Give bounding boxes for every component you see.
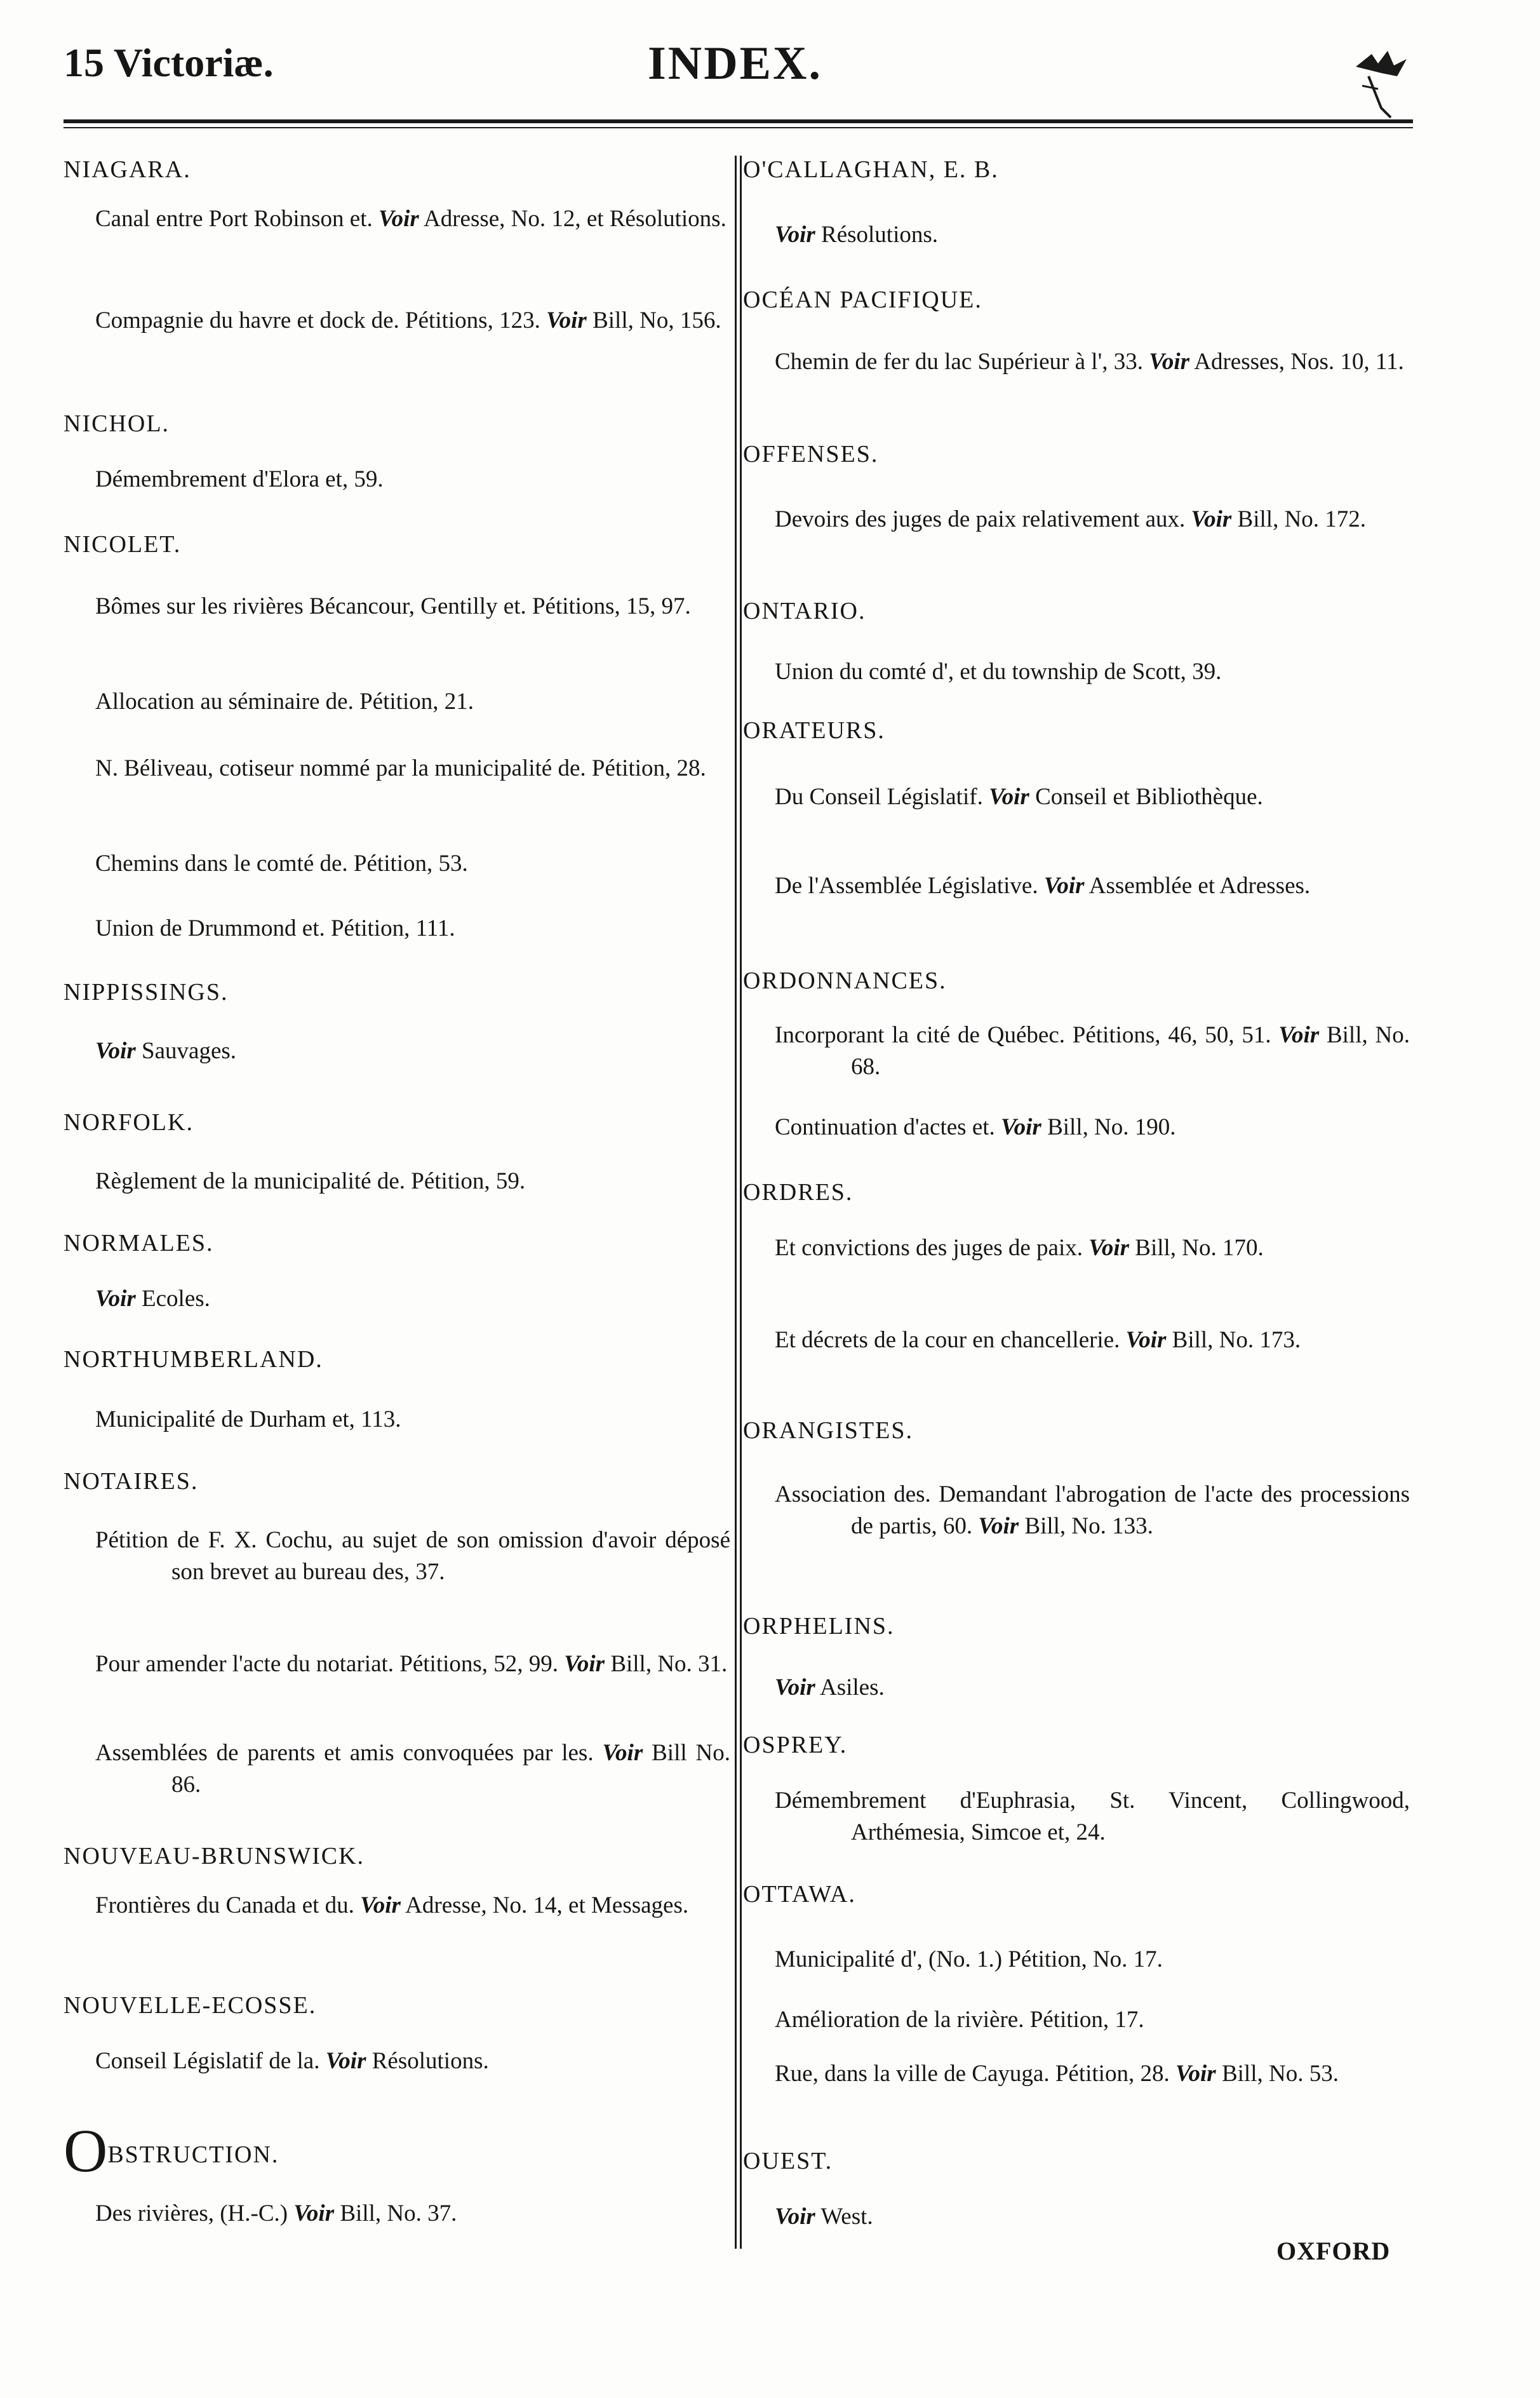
column-divider-right bbox=[740, 156, 742, 2249]
cross-reference-voir: Voir bbox=[293, 2200, 335, 2226]
index-entry bbox=[775, 1785, 1410, 1849]
cross-reference-voir: Voir bbox=[1191, 506, 1232, 532]
entry-text: Continuation d'actes et. bbox=[775, 1114, 1001, 1140]
entry-text: Compagnie du havre et dock de. Pétitions, 123. bbox=[95, 307, 547, 333]
entry-text: Des rivières, (H.-C.) bbox=[95, 2200, 294, 2226]
entry-text: Bill, No. 172. bbox=[1231, 506, 1367, 532]
index-entry bbox=[775, 346, 1410, 378]
entry-text: Ecoles. bbox=[135, 1286, 210, 1312]
entry-text: Et décrets de la cour en chancellerie. bbox=[775, 1327, 1126, 1353]
entry-text: Bômes sur les rivières Bécancour, Gentilly et. Pétitions, 15, 97. bbox=[95, 593, 691, 619]
cross-reference-voir: Voir bbox=[325, 2048, 366, 2074]
index-entry bbox=[95, 686, 730, 718]
cross-reference-voir: Voir bbox=[978, 1513, 1019, 1539]
index-heading: NIAGARA. bbox=[64, 156, 191, 183]
index-entry bbox=[95, 1525, 730, 1588]
entry-text: Frontières du Canada et du. bbox=[95, 1892, 361, 1918]
entry-text: Union de Drummond et. Pétition, 111. bbox=[95, 915, 455, 941]
entry-text: Bill, No. 133. bbox=[1019, 1513, 1153, 1539]
index-entry bbox=[775, 1944, 1410, 1976]
cross-reference-voir: Voir bbox=[95, 1286, 136, 1312]
index-heading: ORPHELINS. bbox=[743, 1613, 895, 1640]
entry-text: Bill, No. 190. bbox=[1041, 1114, 1176, 1140]
index-entry bbox=[775, 1479, 1410, 1542]
entry-text: Démembrement d'Euphrasia, St. Vincent, Collingwood, Arthémesia, Simcoe et, 24. bbox=[775, 1788, 1410, 1845]
index-entry bbox=[775, 1232, 1410, 1264]
cross-reference-voir: Voir bbox=[989, 784, 1029, 810]
entry-text: Résolutions. bbox=[815, 222, 939, 248]
entry-text: N. Béliveau, cotiseur nommé par la municipalité de. Pétition, 28. bbox=[95, 755, 706, 781]
index-entry bbox=[775, 2201, 1410, 2233]
entry-text: Bill, No. 68. bbox=[851, 1022, 1410, 1080]
cross-reference-voir: Voir bbox=[602, 1740, 643, 1766]
index-heading: ONTARIO. bbox=[743, 598, 866, 624]
cross-reference-voir: Voir bbox=[564, 1651, 605, 1677]
index-entry bbox=[95, 1890, 730, 1922]
index-heading: O'CALLAGHAN, E. B. bbox=[743, 156, 999, 183]
index-entry bbox=[775, 1020, 1410, 1083]
cross-reference-voir: Voir bbox=[360, 1892, 401, 1918]
index-entry bbox=[95, 1648, 730, 1680]
entry-text: Bill, No. 173. bbox=[1166, 1327, 1301, 1353]
index-entry bbox=[775, 656, 1410, 688]
index-heading: NOUVEAU-BRUNSWICK. bbox=[64, 1843, 365, 1869]
entry-text: Démembrement d'Elora et, 59. bbox=[95, 466, 384, 492]
entry-text: Assemblées de parents et amis convoquées par les. bbox=[95, 1740, 603, 1766]
entry-text: Adresse, No. 14, et Messages. bbox=[400, 1892, 689, 1918]
entry-text: Pétition de F. X. Cochu, au sujet de son omission d'avoir déposé son brevet au bureau des, 37. bbox=[95, 1527, 730, 1585]
cross-reference-voir: Voir bbox=[775, 222, 815, 248]
index-entry bbox=[775, 219, 1410, 251]
index-entry bbox=[95, 203, 730, 235]
entry-text: Amélioration de la rivière. Pétition, 17. bbox=[775, 2007, 1144, 2033]
entry-text: Rue, dans la ville de Cayuga. Pétition, 28. bbox=[775, 2061, 1175, 2087]
cross-reference-voir: Voir bbox=[1149, 349, 1190, 375]
entry-text: Devoirs des juges de paix relativement aux. bbox=[775, 506, 1191, 532]
index-entry bbox=[95, 2045, 730, 2077]
index-heading: OUEST. bbox=[743, 2148, 833, 2174]
entry-text: West. bbox=[815, 2204, 873, 2230]
entry-text: Incorporant la cité de Québec. Pétitions, 46, 50, 51. bbox=[775, 1022, 1279, 1048]
catchword: OXFORD bbox=[1276, 2237, 1391, 2265]
index-entry bbox=[775, 1112, 1410, 1143]
page-title: INDEX. bbox=[648, 37, 822, 90]
index-heading: NORMALES. bbox=[64, 1230, 214, 1256]
entry-text: Bill No. 86. bbox=[171, 1740, 730, 1798]
index-entry bbox=[775, 870, 1410, 902]
cross-reference-voir: Voir bbox=[1043, 873, 1085, 899]
index-heading: NICOLET. bbox=[64, 531, 182, 558]
cross-reference-voir: Voir bbox=[775, 1674, 815, 1701]
header-rule-thick bbox=[64, 119, 1413, 123]
entry-text: Règlement de la municipalité de. Pétition, 59. bbox=[95, 1168, 526, 1194]
index-entry bbox=[95, 464, 730, 495]
index-entry bbox=[95, 1166, 730, 1197]
cross-reference-voir: Voir bbox=[1088, 1235, 1130, 1261]
entry-text: Association des. Demandant l'abrogation de l'acte des processions de partis, 60. bbox=[775, 1481, 1410, 1539]
index-entry bbox=[775, 1672, 1410, 1704]
index-heading: ORDRES. bbox=[743, 1179, 854, 1206]
index-entry bbox=[775, 1324, 1410, 1356]
volume-label: 15 Victoriæ. bbox=[64, 40, 274, 85]
entry-text: Pour amender l'acte du notariat. Pétitions, 52, 99. bbox=[95, 1651, 565, 1677]
index-heading: OCÉAN PACIFIQUE. bbox=[743, 286, 982, 313]
entry-text: Bill, No. 53. bbox=[1215, 2061, 1339, 2087]
cross-reference-voir: Voir bbox=[1125, 1327, 1167, 1353]
index-entry bbox=[95, 1283, 730, 1315]
entry-text: Union du comté d', et du township de Scott, 39. bbox=[775, 659, 1222, 685]
index-entry bbox=[95, 2198, 730, 2230]
index-entry bbox=[95, 305, 730, 337]
entry-text: Du Conseil Législatif. bbox=[775, 784, 989, 810]
index-heading bbox=[64, 2115, 279, 2186]
cross-reference-voir: Voir bbox=[1278, 1022, 1320, 1048]
entry-text: Assemblée et Adresses. bbox=[1084, 873, 1311, 899]
index-heading: ORANGISTES. bbox=[743, 1417, 913, 1444]
entry-text: Municipalité d', (No. 1.) Pétition, No. 17. bbox=[775, 1946, 1163, 1972]
entry-text: Résolutions. bbox=[366, 2048, 489, 2074]
header-rule-thin bbox=[64, 127, 1413, 128]
index-heading: ORATEURS. bbox=[743, 717, 885, 744]
index-heading: OFFENSES. bbox=[743, 441, 879, 468]
entry-text: Asiles. bbox=[815, 1674, 885, 1701]
entry-text: Adresse, No. 12, et Résolutions. bbox=[418, 206, 726, 232]
entry-text: Allocation au séminaire de. Pétition, 21. bbox=[95, 689, 474, 715]
index-entry bbox=[95, 1737, 730, 1801]
entry-text: Conseil Législatif de la. bbox=[95, 2048, 326, 2074]
cross-reference-voir: Voir bbox=[95, 1038, 136, 1064]
entry-text: Chemin de fer du lac Supérieur à l', 33. bbox=[775, 349, 1149, 375]
index-heading: NORTHUMBERLAND. bbox=[64, 1346, 323, 1373]
index-entry bbox=[775, 781, 1410, 813]
entry-text: Adresses, Nos. 10, 11. bbox=[1189, 349, 1404, 375]
ornament-icon bbox=[1343, 48, 1413, 124]
index-heading: OSPREY. bbox=[743, 1732, 848, 1758]
column-divider-left bbox=[735, 156, 737, 2249]
index-heading: NIPPISSINGS. bbox=[64, 979, 229, 1006]
index-heading: OTTAWA. bbox=[743, 1881, 856, 1908]
index-entry bbox=[95, 1404, 730, 1436]
cross-reference-voir: Voir bbox=[775, 2204, 815, 2230]
index-entry bbox=[95, 913, 730, 945]
entry-text: Bill, No. 170. bbox=[1129, 1235, 1264, 1261]
index-entry bbox=[95, 591, 730, 623]
entry-text: Sauvages. bbox=[135, 1038, 237, 1064]
index-entry bbox=[775, 504, 1410, 536]
index-heading: NOTAIRES. bbox=[64, 1468, 199, 1495]
heading-rest: BSTRUCTION. bbox=[107, 2141, 279, 2168]
drop-cap: O bbox=[64, 2117, 108, 2185]
index-entry bbox=[775, 2058, 1410, 2090]
entry-text: Canal entre Port Robinson et. bbox=[95, 206, 378, 232]
entry-text: Bill, No, 156. bbox=[586, 307, 721, 333]
index-heading: ORDONNANCES. bbox=[743, 967, 947, 994]
index-heading: NORFOLK. bbox=[64, 1109, 194, 1136]
entry-text: Bill, No. 31. bbox=[605, 1651, 728, 1677]
cross-reference-voir: Voir bbox=[1001, 1114, 1041, 1140]
cross-reference-voir: Voir bbox=[378, 206, 419, 232]
index-heading: NOUVELLE-ECOSSE. bbox=[64, 1992, 317, 2019]
cross-reference-voir: Voir bbox=[546, 307, 587, 333]
index-heading: NICHOL. bbox=[64, 410, 170, 437]
entry-text: De l'Assemblée Législative. bbox=[775, 873, 1044, 899]
index-entry bbox=[95, 848, 730, 880]
index-entry bbox=[95, 1035, 730, 1067]
cross-reference-voir: Voir bbox=[1175, 2061, 1216, 2087]
entry-text: Chemins dans le comté de. Pétition, 53. bbox=[95, 851, 468, 877]
entry-text: Bill, No. 37. bbox=[334, 2200, 457, 2226]
entry-text: Municipalité de Durham et, 113. bbox=[95, 1406, 401, 1432]
entry-text: Et convictions des juges de paix. bbox=[775, 1235, 1089, 1261]
index-entry bbox=[95, 753, 730, 785]
entry-text: Conseil et Bibliothèque. bbox=[1029, 784, 1263, 810]
index-entry bbox=[775, 2004, 1410, 2036]
